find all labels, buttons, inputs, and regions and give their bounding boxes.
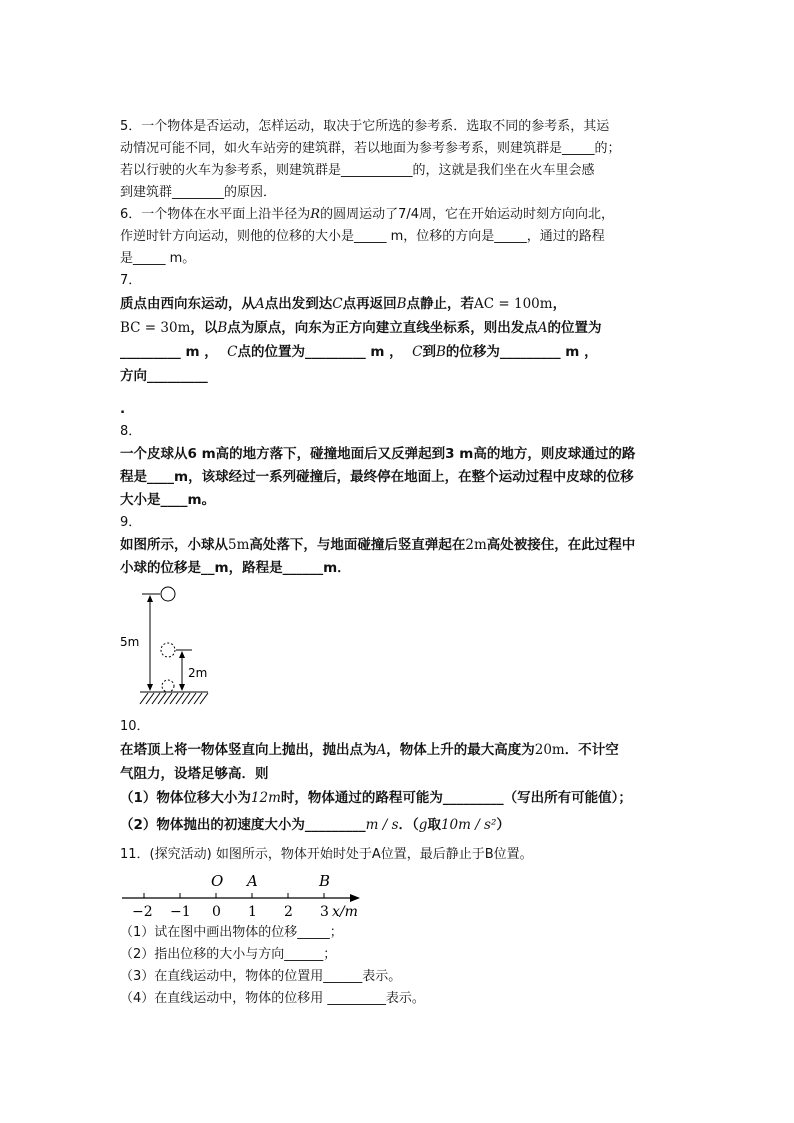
q7-number: 7． xyxy=(120,273,142,288)
q7-text: 质点由西向东运动，从 xyxy=(120,296,255,312)
q7-text: 点的位置为_________ m ， xyxy=(237,344,403,360)
label-B: B xyxy=(319,872,331,890)
q10-part-2 xyxy=(120,810,680,840)
q10-line-2: 气阻力，设塔足够高．则 xyxy=(120,766,269,782)
tick-label--2: −2 xyxy=(132,904,153,920)
q10-point-a: A xyxy=(376,742,387,758)
q6-line-3: 是_____ m。 xyxy=(120,251,196,266)
question-6 xyxy=(120,204,680,270)
q7-point-b: B xyxy=(396,296,407,312)
q7-point-c: C xyxy=(412,344,423,360)
tick-label--1: −1 xyxy=(170,904,191,920)
tick-label-1: 1 xyxy=(248,904,257,920)
q7-line-1 xyxy=(120,292,680,316)
q9-text: 高处被接住，在此过程中 xyxy=(486,537,636,553)
fig-label-2m: 2m xyxy=(188,666,208,680)
q10-line-1 xyxy=(120,738,680,762)
q7-text: ，以 xyxy=(190,320,218,336)
q9-text: 如图所示，小球从 xyxy=(120,537,228,553)
tick-label-3: 3 xyxy=(320,904,329,920)
q8-line-3: 大小是____m。 xyxy=(120,492,216,508)
q10-text: （2）物体抛出的初速度大小为_________ xyxy=(120,817,366,833)
q11-sub-4: （4）在直线运动中，物体的位移用 _________表示。 xyxy=(120,991,425,1006)
q9-line-2: 小球的位移是__m，路程是______m． xyxy=(120,560,351,576)
question-5 xyxy=(120,116,680,204)
q10-text: ．（ xyxy=(398,817,419,833)
question-10 xyxy=(120,716,680,840)
q7-point-a: A xyxy=(537,320,548,336)
q7-text: 的位置为 xyxy=(547,320,602,336)
q6-line-2: 作逆时针方向运动，则他的位移的大小是_____ m，位移的方向是_____，通过的路程 xyxy=(120,229,605,244)
q7-point-b: B xyxy=(435,344,446,360)
q9-height-2m: 2m xyxy=(465,537,487,553)
q7-line-2 xyxy=(120,316,680,340)
q7-ac-value: AC = 100m xyxy=(474,296,553,312)
q6-text: 的圆周运动了7/4周，它在开始运动时刻方向向北， xyxy=(320,207,615,222)
q7-text: 的位移为_________ m ， xyxy=(445,344,598,360)
q5-line-1: 5．一个物体是否运动，怎样运动，取决于它所选的参考系．选取不同的参考系，其运 xyxy=(120,119,610,134)
q10-displacement-value: 12m xyxy=(250,790,281,806)
q8-line-1: 一个皮球从6 m高的地方落下，碰撞地面后又反弹起到3 m高的地方，则皮球通过的路 xyxy=(120,446,636,462)
question-11 xyxy=(120,844,680,1010)
q10-text: 取 xyxy=(427,817,441,833)
q10-part-1 xyxy=(120,786,680,810)
q11-line-1: 11．(探究活动) 如图所示，物体开始时处于A位置，最后静止于B位置。 xyxy=(120,847,533,862)
q10-text: ．不计空 xyxy=(564,742,619,758)
q7-text: 点静止，若 xyxy=(406,296,475,312)
q10-gravity-symbol: g xyxy=(418,817,428,833)
q5-line-4: 到建筑群________的原因． xyxy=(120,185,277,200)
q6-radius-symbol: R xyxy=(310,207,321,222)
q9-figure xyxy=(120,584,240,710)
ball-ground-dashed-icon xyxy=(162,680,174,692)
question-7 xyxy=(120,270,680,421)
q9-line-1 xyxy=(120,534,680,557)
q10-text: ，物体上升的最大高度为 xyxy=(386,742,535,758)
q11-sub-3: （3）在直线运动中，物体的位置用______表示。 xyxy=(120,969,402,984)
q7-text: _________ m ， xyxy=(120,344,218,360)
q5-line-3: 若以行驶的火车为参考系，则建筑群是___________的，这就是我们坐在火车里会感 xyxy=(120,163,595,178)
fig-label-5m: 5m xyxy=(120,635,140,649)
q10-velocity-unit: m / s xyxy=(365,817,399,833)
axis-unit: x/m xyxy=(332,904,358,920)
q11-sub-1: （1）试在图中画出物体的位移_____； xyxy=(120,925,343,940)
q7-point-a: A xyxy=(255,296,265,312)
q7-text: ， xyxy=(552,296,567,312)
tick-label-0: 0 xyxy=(212,904,221,920)
label-A: A xyxy=(247,872,258,890)
worksheet xyxy=(120,116,680,1010)
q7-trailing-dot: . xyxy=(120,401,126,417)
q7-line-4: 方向_________ xyxy=(120,368,208,384)
q11-sub-2: （2）指出位移的大小与方向______； xyxy=(120,947,337,962)
q9-number: 9． xyxy=(120,515,142,530)
q7-text: 点再返回 xyxy=(342,296,397,312)
q10-gravity-value: 10m / s² xyxy=(440,817,497,833)
tick-label-2: 2 xyxy=(284,904,293,920)
q6-text: 6．一个物体在水平面上沿半径为 xyxy=(120,207,311,222)
q10-number: 10． xyxy=(120,719,150,734)
q7-text: 到 xyxy=(422,344,436,360)
q10-text: 时，物体通过的路程可能为_________（写出所有可能值）； xyxy=(280,790,632,806)
q6-line-1 xyxy=(120,204,680,226)
q8-line-2: 程是____m，该球经过一系列碰撞后，最终停在地面上，在整个运动过程中皮球的位移 xyxy=(120,469,634,485)
q7-text: 点出发到达 xyxy=(264,296,333,312)
q7-point-b: B xyxy=(217,320,228,336)
label-O: O xyxy=(211,872,224,890)
q7-bc-value: BC = 30m xyxy=(120,320,191,336)
q8-number: 8． xyxy=(120,424,142,439)
q10-text: （1）物体位移大小为 xyxy=(120,790,251,806)
question-8 xyxy=(120,421,680,512)
q11-number-line xyxy=(120,866,380,922)
axis-arrow-icon xyxy=(350,894,360,902)
q10-text: 在塔顶上将一物体竖直向上抛出，抛出点为 xyxy=(120,742,377,758)
question-9 xyxy=(120,512,680,710)
q9-height-5m: 5m xyxy=(228,537,250,553)
q10-text: ） xyxy=(496,817,510,833)
q10-max-height: 20m xyxy=(534,742,565,758)
q7-text: 点为原点，向东为正方向建立直线坐标系，则出发点 xyxy=(227,320,538,336)
q7-point-c: C xyxy=(332,296,343,312)
q5-line-2: 动情况可能不同，如火车站旁的建筑群，若以地面为参考参考系，则建筑群是_____的； xyxy=(120,141,621,156)
ball-2m-dashed-icon xyxy=(161,643,175,657)
q7-point-c: C xyxy=(227,344,238,360)
ball-top-icon xyxy=(161,587,175,601)
q9-text: 高处落下，与地面碰撞后竖直弹起在 xyxy=(249,537,466,553)
q7-line-3 xyxy=(120,340,680,364)
